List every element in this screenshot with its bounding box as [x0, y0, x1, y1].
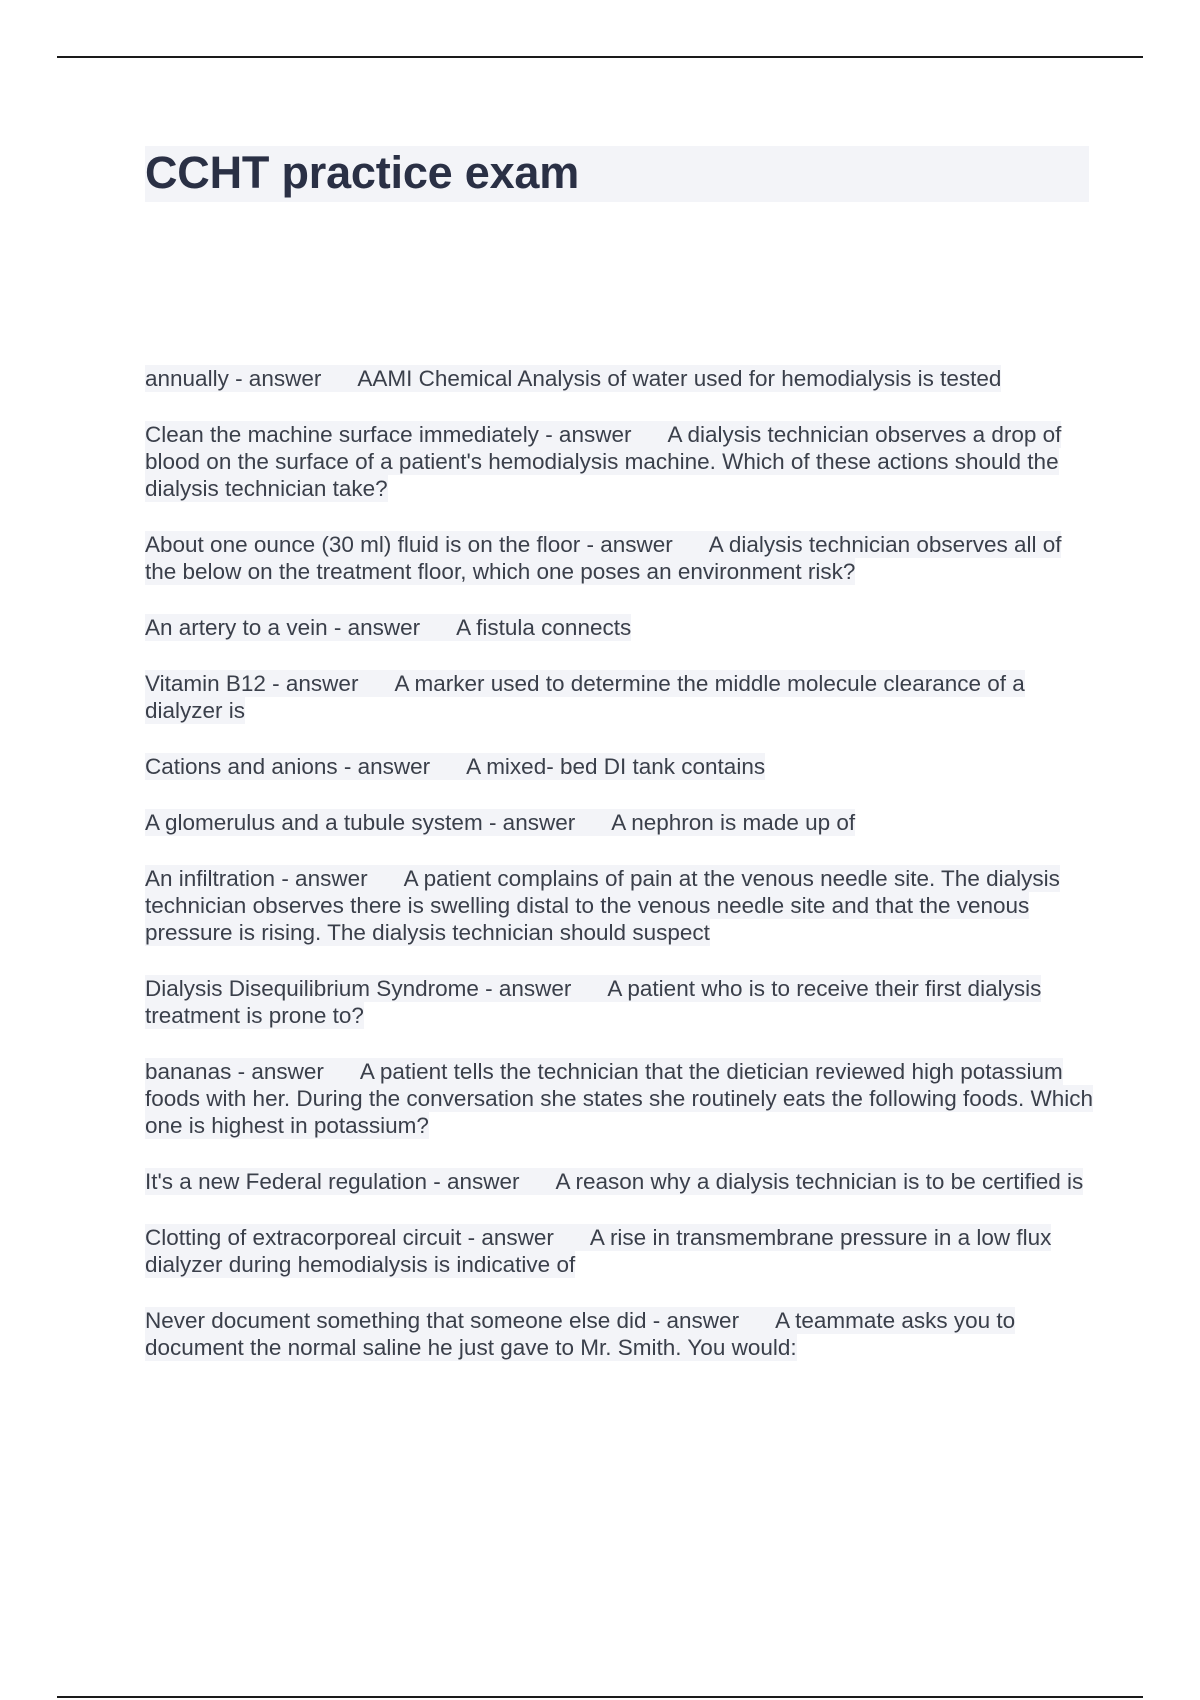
qa-answer: A glomerulus and a tubule system - answer [145, 810, 576, 835]
qa-item [145, 365, 1095, 392]
qa-question: A teammate asks you to document the normal saline he just gave to Mr. Smith. You would: [145, 1308, 1016, 1360]
qa-answer: bananas - answer [145, 1059, 324, 1084]
qa-item [145, 1307, 1095, 1361]
qa-question: A patient who is to receive their first dialysis treatment is prone to? [145, 976, 1042, 1028]
qa-answer: An infiltration - answer [145, 866, 368, 891]
qa-question: A rise in transmembrane pressure in a low flux dialyzer during hemodialysis is indicative of [145, 1225, 1052, 1277]
qa-item [145, 809, 1095, 836]
qa-answer: About one ounce (30 ml) fluid is on the floor - answer [145, 532, 673, 557]
qa-answer: annually - answer [145, 366, 322, 391]
qa-question: A mixed- bed DI tank contains [466, 754, 766, 779]
qa-item [145, 614, 1095, 641]
qa-answer: An artery to a vein - answer [145, 615, 421, 640]
qa-answer: Dialysis Disequilibrium Syndrome - answer [145, 976, 572, 1001]
qa-item [145, 421, 1095, 502]
qa-question: A dialysis technician observes all of the below on the treatment floor, which one poses an environment risk? [145, 532, 1062, 584]
qa-answer: Cations and anions - answer [145, 754, 431, 779]
qa-item [145, 670, 1095, 724]
qa-item [145, 531, 1095, 585]
qa-question: A fistula connects [456, 615, 632, 640]
qa-question: A patient tells the technician that the dietician reviewed high potassium foods with her. During the conversation she states she routinely eats the following foods. Which one is highest in potassium? [145, 1059, 1094, 1138]
qa-question: A dialysis technician observes a drop of blood on the surface of a patient's hemodialysis machine. Which of these actions should the dialysis technician take? [145, 422, 1062, 501]
qa-question: AAMI Chemical Analysis of water used for hemodialysis is tested [357, 366, 1002, 391]
bottom-rule [57, 1696, 1143, 1698]
top-rule [57, 56, 1143, 58]
qa-item [145, 1058, 1095, 1139]
qa-item [145, 975, 1095, 1029]
qa-answer: Clotting of extracorporeal circuit - answer [145, 1225, 554, 1250]
qa-question: A nephron is made up of [611, 810, 856, 835]
qa-item [145, 1224, 1095, 1278]
qa-answer: Never document something that someone else did - answer [145, 1308, 740, 1333]
qa-list [145, 365, 1095, 1390]
page-title: CCHT practice exam [145, 147, 580, 198]
qa-answer: Clean the machine surface immediately - answer [145, 422, 632, 447]
qa-question: A marker used to determine the middle molecule clearance of a dialyzer is [145, 671, 1025, 723]
qa-answer: Vitamin B12 - answer [145, 671, 359, 696]
qa-item [145, 753, 1095, 780]
qa-question: A patient complains of pain at the venous needle site. The dialysis technician observes there is swelling distal to the venous needle site and that the venous pressure is rising. The dialysis technician should suspect [145, 866, 1060, 945]
qa-item [145, 1168, 1095, 1195]
qa-answer: It's a new Federal regulation - answer [145, 1169, 520, 1194]
qa-question: A reason why a dialysis technician is to be certified is [555, 1169, 1084, 1194]
qa-item [145, 865, 1095, 946]
